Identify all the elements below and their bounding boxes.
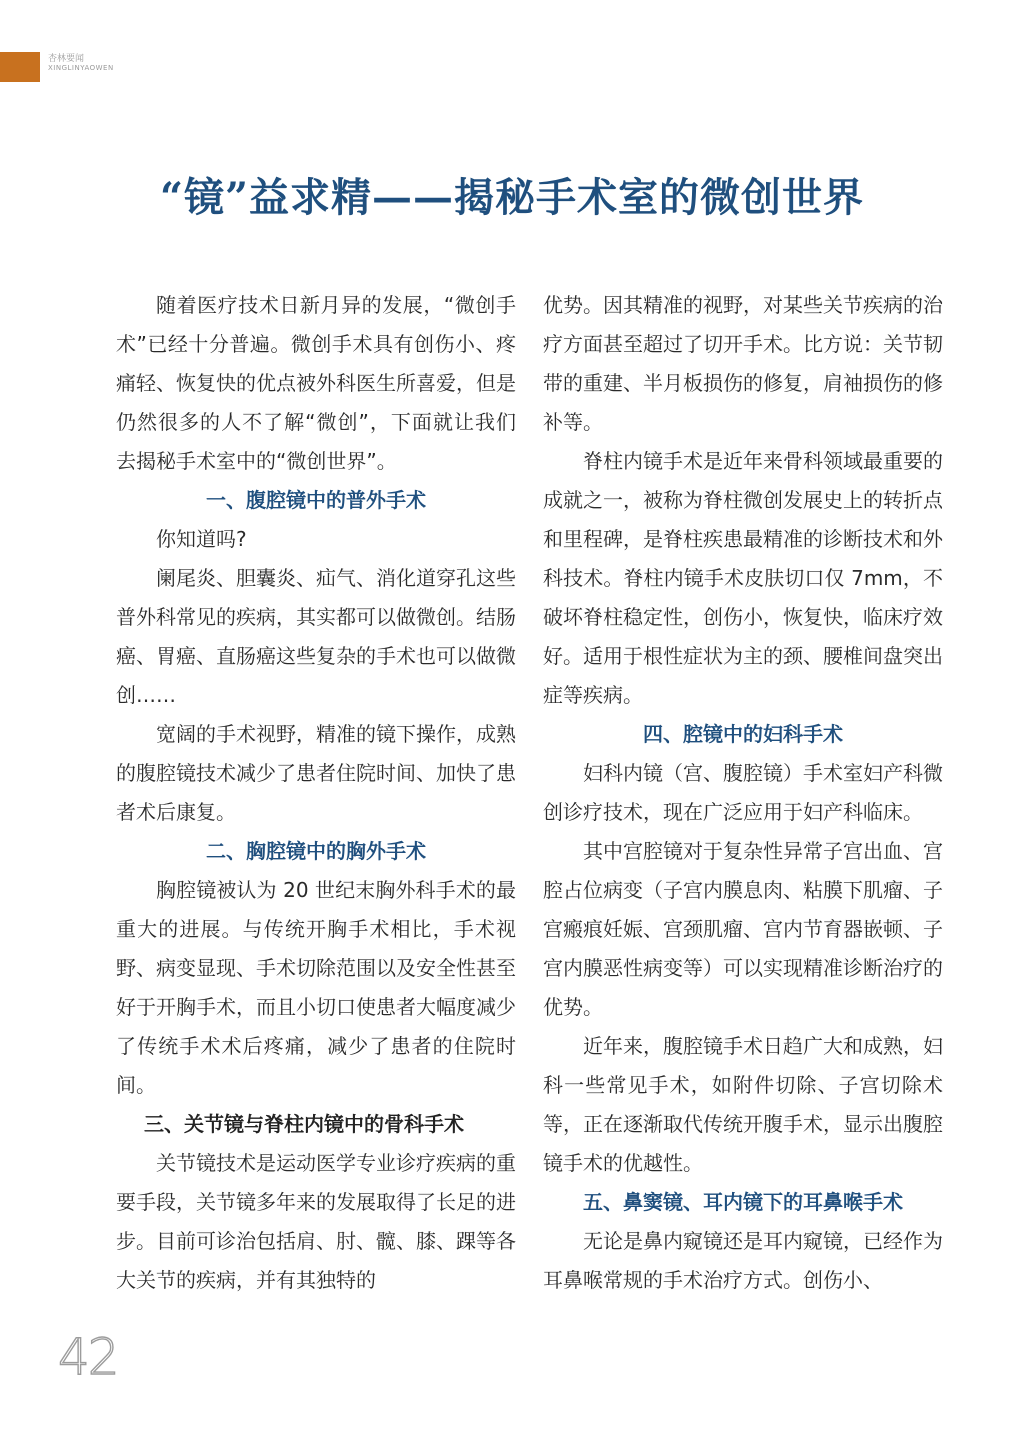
section-heading-4 xyxy=(543,715,943,754)
paragraph: 胸腔镜被认为 20 世纪末胸外科手术的最重大的进展。与传统开胸手术相比，手术视野、病变显现、手术切除范围以及安全性甚至好于开胸手术，而且小切口使患者大幅度减少了传统手术术后疼痛，减少了患者的住院时间。 xyxy=(116,878,516,1097)
section-title: 鼻窦镜、耳内镜下的耳鼻喉手术 xyxy=(623,1190,903,1214)
article-title: “镜”益求精——揭秘手术室的微创世界 xyxy=(159,174,864,221)
paragraph: 宽阔的手术视野，精准的镜下操作，成熟的腹腔镜技术减少了患者住院时间、加快了患者术后康复。 xyxy=(116,722,516,824)
magazine-name-cn: 杏林要闻 xyxy=(48,54,85,64)
section-heading-2 xyxy=(116,832,516,871)
section-title: 腹腔镜中的普外手术 xyxy=(246,488,426,512)
section-number: 四、 xyxy=(643,722,683,746)
section-heading-3 xyxy=(116,1105,516,1144)
paragraph: 妇科内镜（宫、腹腔镜）手术室妇产科微创诊疗技术，现在广泛应用于妇产科临床。 xyxy=(543,761,943,824)
magazine-name-en: XINGLINYAOWEN xyxy=(48,64,114,73)
paragraph: 脊柱内镜手术是近年来骨科领域最重要的成就之一，被称为脊柱微创发展史上的转折点和里程碑，是脊柱疾患最精准的诊断技术和外科技术。脊柱内镜手术皮肤切口仅 7mm，不破坏脊柱稳定性，创伤小，恢复快，临床疗效好。适用于根性症状为主的颈、腰椎间盘突出症等疾病。 xyxy=(543,449,943,707)
paragraph: 无论是鼻内窥镜还是耳内窥镜，已经作为耳鼻喉常规的手术治疗方式。创伤小、 xyxy=(543,1229,943,1292)
section-title: 胸腔镜中的胸外手术 xyxy=(246,839,426,863)
section-title: 关节镜与脊柱内镜中的骨科手术 xyxy=(184,1112,464,1136)
paragraph: 阑尾炎、胆囊炎、疝气、消化道穿孔这些普外科常见的疾病，其实都可以做微创。结肠癌、胃癌、直肠癌这些复杂的手术也可以做微创…… xyxy=(116,566,516,707)
section-title: 腔镜中的妇科手术 xyxy=(683,722,843,746)
left-column xyxy=(116,286,516,1300)
intro-paragraph: 随着医疗技术日新月异的发展，“微创手术”已经十分普遍。微创手术具有创伤小、疼痛轻、恢复快的优点被外科医生所喜爱，但是仍然很多的人不了解“微创”，下面就让我们去揭秘手术室中的“微创世界”。 xyxy=(116,293,516,473)
paragraph: 其中宫腔镜对于复杂性异常子宫出血、宫腔占位病变（子宫内膜息肉、粘膜下肌瘤、子宫瘢痕妊娠、宫颈肌瘤、宫内节育器嵌顿、子宫内膜恶性病变等）可以实现精准诊断治疗的优势。 xyxy=(543,839,943,1019)
corner-color-tab xyxy=(0,52,40,82)
section-heading-1 xyxy=(116,481,516,520)
section-number: 五、 xyxy=(583,1190,623,1214)
paragraph: 你知道吗? xyxy=(156,527,247,551)
paragraph: 近年来，腹腔镜手术日趋广大和成熟，妇科一些常见手术，如附件切除、子宫切除术等，正在逐渐取代传统开腹手术，显示出腹腔镜手术的优越性。 xyxy=(543,1034,943,1175)
section-heading-5 xyxy=(543,1183,943,1222)
page-number: 42 xyxy=(58,1328,118,1386)
section-number: 三、 xyxy=(144,1112,184,1136)
paragraph: 关节镜技术是运动医学专业诊疗疾病的重要手段，关节镜多年来的发展取得了长足的进步。目前可诊治包括肩、肘、髋、膝、踝等各大关节的疾病，并有其独特的 xyxy=(116,1151,516,1292)
right-column xyxy=(543,286,943,1300)
running-head xyxy=(48,54,114,72)
paragraph-continued: 优势。因其精准的视野，对某些关节疾病的治疗方面甚至超过了切开手术。比方说：关节韧带的重建、半月板损伤的修复，肩袖损伤的修补等。 xyxy=(543,293,943,434)
section-number: 二、 xyxy=(206,839,246,863)
section-number: 一、 xyxy=(206,488,246,512)
